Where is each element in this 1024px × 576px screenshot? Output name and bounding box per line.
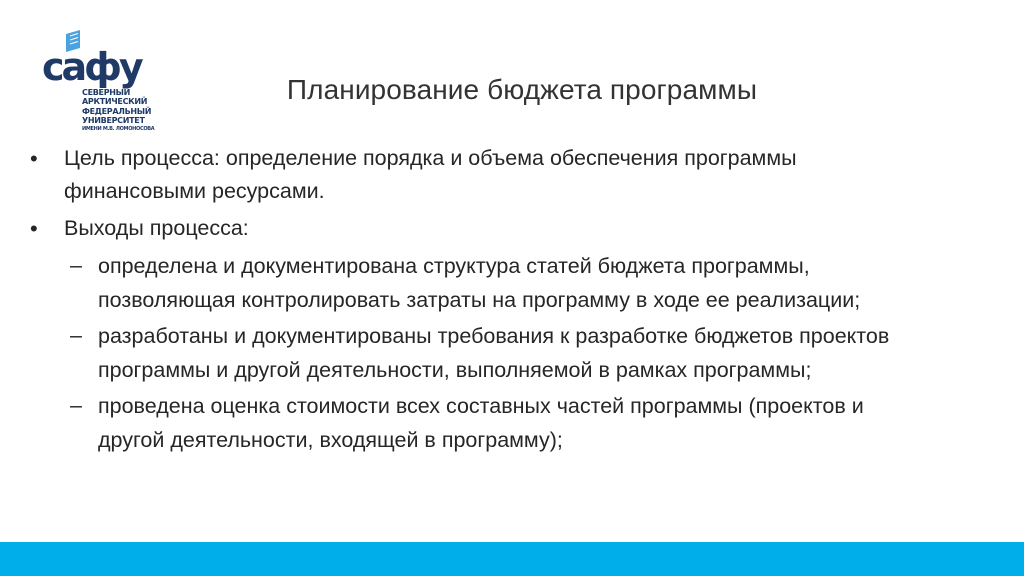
sub-bullet-text: разработаны и документированы требования к разработке бюджетов проектов программы и другой деятельности, выполняемой в рамках программы; bbox=[98, 324, 890, 382]
bullet-item bbox=[30, 142, 930, 208]
sub-bullet-item bbox=[30, 319, 930, 387]
bullet-text: Выходы процесса: bbox=[64, 216, 249, 240]
logo-line: ФЕДЕРАЛЬНЫЙ bbox=[82, 106, 152, 116]
dash-icon: – bbox=[70, 393, 82, 417]
dash-icon: – bbox=[70, 323, 82, 347]
logo-line: АРКТИЧЕСКИЙ bbox=[82, 97, 148, 107]
sub-bullet-text: определена и документирована структура статей бюджета программы, позволяющая контролировать затраты на программу в ходе ее реализации; bbox=[98, 254, 861, 312]
logo-line: УНИВЕРСИТЕТ bbox=[82, 116, 145, 126]
bullet-text: Цель процесса: определение порядка и объема обеспечения программы финансовыми ресурсами. bbox=[64, 146, 797, 203]
footer-accent-bar bbox=[0, 542, 1024, 576]
sub-bullet-item bbox=[30, 389, 930, 457]
logo-line: СЕВЕРНЫЙ bbox=[82, 88, 131, 97]
bullet-icon: • bbox=[30, 146, 38, 171]
logo-subline: ИМЕНИ М.В. ЛОМОНОСОВА bbox=[82, 125, 155, 132]
slide-body bbox=[30, 142, 930, 459]
dash-icon: – bbox=[70, 253, 82, 277]
sub-bullet-item bbox=[30, 249, 930, 317]
bullet-item bbox=[30, 212, 930, 245]
sub-bullet-text: проведена оценка стоимости всех составных частей программы (проектов и другой деятельности, входящей в программу); bbox=[98, 394, 864, 452]
slide-title: Планирование бюджета программы bbox=[286, 74, 758, 105]
bullet-icon: • bbox=[30, 216, 38, 241]
logo-brand-text: сафу bbox=[42, 45, 141, 89]
